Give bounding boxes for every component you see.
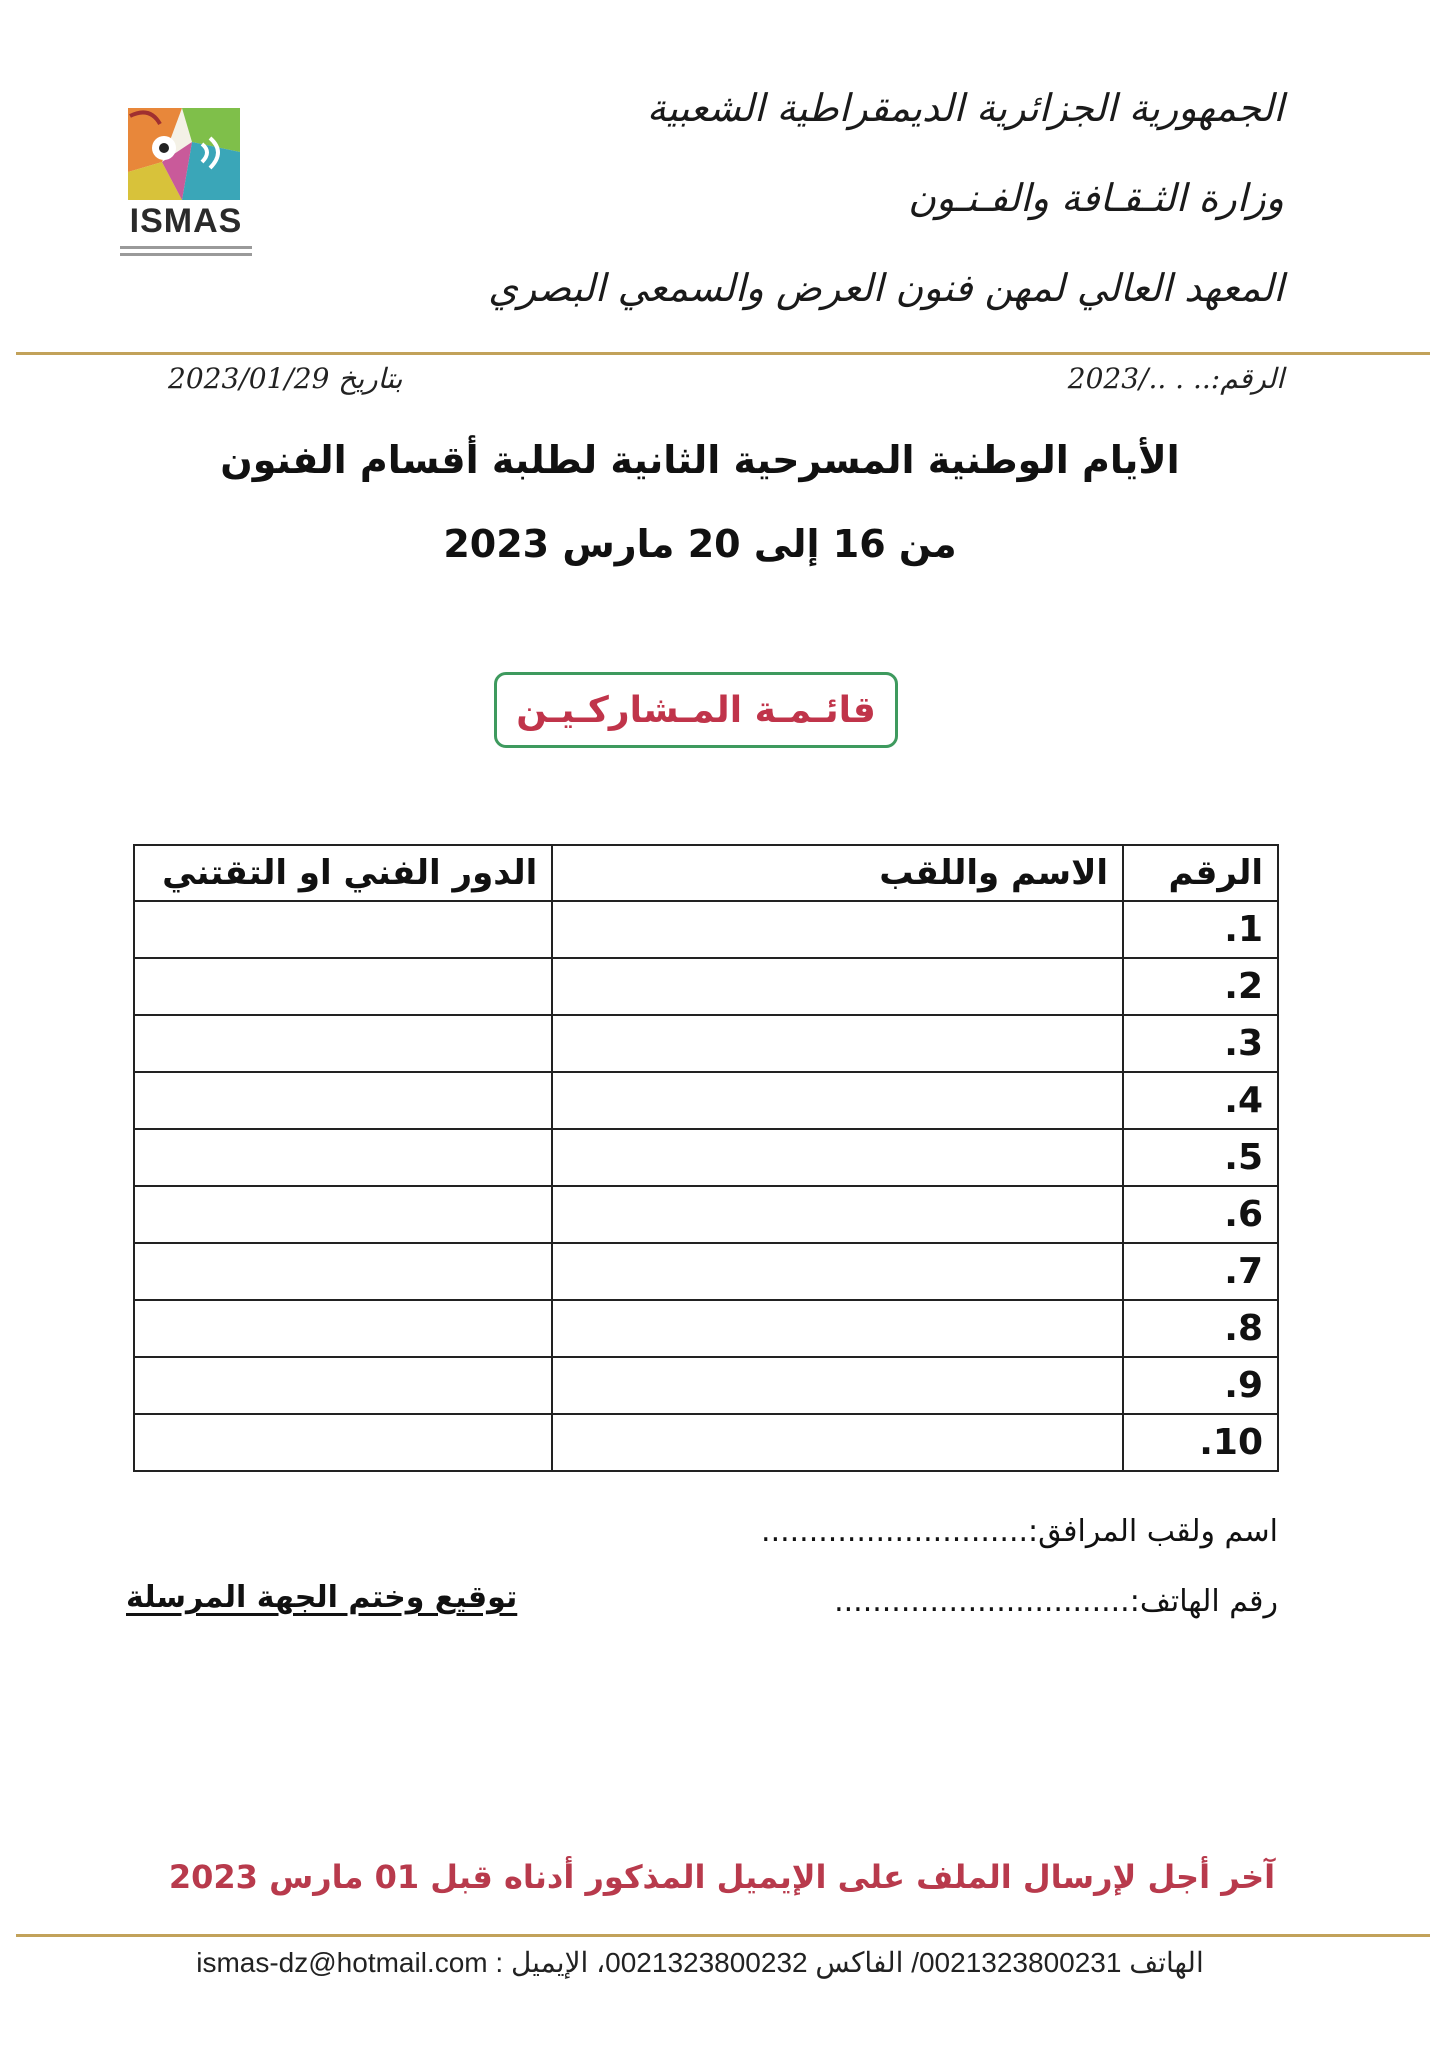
phone-number-field[interactable]: رقم الهاتف:...............................: [834, 1584, 1278, 1619]
header-institute: المعهد العالي لمهن فنون العرض والسمعي البصري: [488, 266, 1284, 310]
name-cell[interactable]: [552, 1129, 1123, 1186]
ismas-logo-icon: [122, 102, 246, 204]
name-cell[interactable]: [552, 958, 1123, 1015]
footer-divider: [16, 1934, 1430, 1937]
row-number: 6.: [1123, 1186, 1278, 1243]
table-row: [134, 1357, 1278, 1414]
table-row: [134, 1414, 1278, 1471]
header-divider: [16, 352, 1430, 355]
submission-deadline: آخر أجل لإرسال الملف على الإيميل المذكور أدناه قبل 01 مارس 2023: [168, 1858, 1276, 1896]
sender-signature-label: توقيع وختم الجهة المرسلة: [126, 1580, 518, 1615]
role-cell[interactable]: [134, 901, 552, 958]
role-cell[interactable]: [134, 1414, 552, 1471]
header-number: الرقم: [1123, 845, 1278, 901]
header-name: الاسم واللقب: [552, 845, 1123, 901]
event-title: الأيام الوطنية المسرحية الثانية لطلبة أقسام الفنون: [220, 438, 1180, 482]
row-number: 3.: [1123, 1015, 1278, 1072]
row-number: 10.: [1123, 1414, 1278, 1471]
reference-number: الرقم:.. . ../2023: [1067, 362, 1284, 395]
table-row: [134, 901, 1278, 958]
contact-footer: الهاتف 0021323800231/ الفاكس 0021323800232، الإيميل : ismas-dz@hotmail.com: [196, 1947, 1204, 1978]
name-cell[interactable]: [552, 1414, 1123, 1471]
header-role: الدور الفني او التقتني: [134, 845, 552, 901]
table-row: [134, 1300, 1278, 1357]
table-row: [134, 958, 1278, 1015]
row-number: 7.: [1123, 1243, 1278, 1300]
table-row: [134, 1186, 1278, 1243]
document-date: بتاريخ 2023/01/29: [168, 362, 403, 395]
row-number: 1.: [1123, 901, 1278, 958]
role-cell[interactable]: [134, 1015, 552, 1072]
logo-subtitle-lines: [120, 244, 252, 258]
name-cell[interactable]: [552, 1357, 1123, 1414]
role-cell[interactable]: [134, 1357, 552, 1414]
name-cell[interactable]: [552, 1243, 1123, 1300]
name-cell[interactable]: [552, 1186, 1123, 1243]
role-cell[interactable]: [134, 1243, 552, 1300]
header-republic: الجمهورية الجزائرية الديمقراطية الشعبية: [646, 86, 1284, 130]
table-row: [134, 1243, 1278, 1300]
table-row: [134, 1129, 1278, 1186]
name-cell[interactable]: [552, 901, 1123, 958]
ismas-logo: [118, 98, 254, 266]
name-cell[interactable]: [552, 1300, 1123, 1357]
table-row: [134, 1015, 1278, 1072]
event-dates: من 16 إلى 20 مارس 2023: [443, 522, 957, 566]
role-cell[interactable]: [134, 958, 552, 1015]
table-header-row: [134, 845, 1278, 901]
row-number: 8.: [1123, 1300, 1278, 1357]
companion-name-field[interactable]: اسم ولقب المرافق:............................: [761, 1514, 1278, 1549]
table-row: [134, 1072, 1278, 1129]
name-cell[interactable]: [552, 1015, 1123, 1072]
logo-text: ISMAS: [129, 202, 243, 240]
role-cell[interactable]: [134, 1186, 552, 1243]
row-number: 2.: [1123, 958, 1278, 1015]
role-cell[interactable]: [134, 1129, 552, 1186]
row-number: 4.: [1123, 1072, 1278, 1129]
role-cell[interactable]: [134, 1072, 552, 1129]
name-cell[interactable]: [552, 1072, 1123, 1129]
row-number: 9.: [1123, 1357, 1278, 1414]
participants-list-title: قائـمـة المـشاركـيـن: [494, 672, 898, 748]
header-ministry: وزارة الثـقـافة والفـنـون: [908, 176, 1284, 220]
row-number: 5.: [1123, 1129, 1278, 1186]
role-cell[interactable]: [134, 1300, 552, 1357]
participants-table: [133, 844, 1279, 1472]
